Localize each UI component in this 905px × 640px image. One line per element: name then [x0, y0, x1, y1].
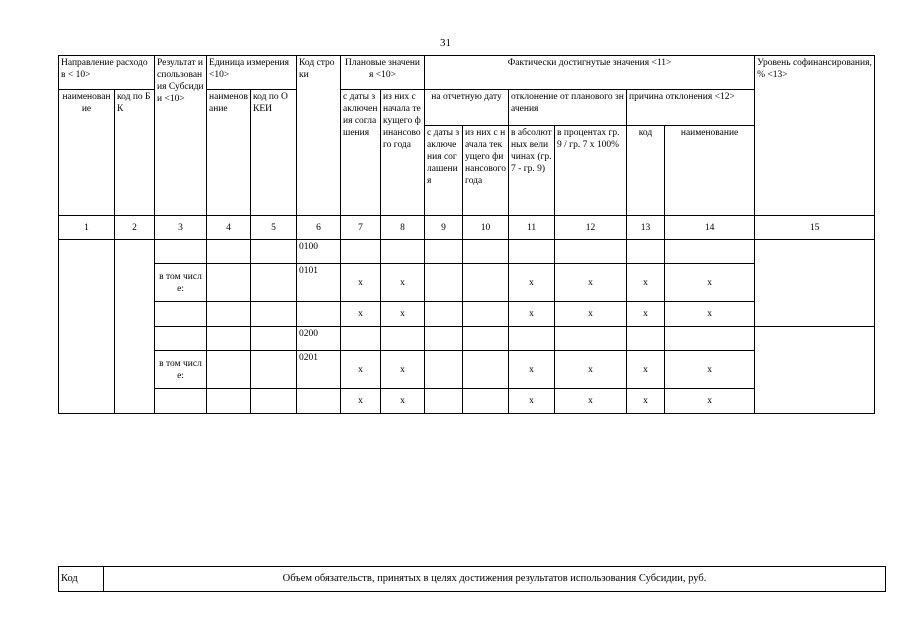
empty-cell [463, 264, 509, 302]
empty-cell [425, 240, 463, 264]
row-code: 0100 [297, 240, 341, 264]
empty-cell [381, 327, 425, 351]
header-plan: Плановые значения <10> [341, 56, 425, 90]
header-fact-report-date: на отчетную дату [425, 90, 509, 126]
page-number: 31 [440, 37, 451, 49]
header-fact-deviation: отклонение от планового значения [509, 90, 627, 126]
column-number: 1 [59, 216, 115, 240]
footer-code-label: Код [59, 567, 104, 592]
cofinancing-cell [755, 327, 875, 414]
column-number: 11 [509, 216, 555, 240]
x-mark: x [627, 302, 665, 327]
x-mark: x [341, 351, 381, 389]
header-unit-name: наименование [207, 90, 251, 216]
x-mark: x [381, 351, 425, 389]
x-mark: x [509, 302, 555, 327]
x-mark: x [627, 264, 665, 302]
x-mark: x [665, 264, 755, 302]
x-mark: x [509, 389, 555, 414]
header-fact-absolute: в абсолютных величинах (гр. 7 - гр. 9) [509, 126, 555, 216]
header-direction: Направление расходов < 10> [59, 56, 155, 90]
empty-cell [251, 351, 297, 389]
empty-cell [155, 389, 207, 414]
empty-cell [463, 302, 509, 327]
row-code: 0101 [297, 264, 341, 302]
x-mark: x [555, 302, 627, 327]
column-number: 3 [155, 216, 207, 240]
direction-name-cell [59, 240, 115, 414]
unit-name-cell [207, 240, 251, 264]
empty-cell [425, 389, 463, 414]
column-number: 9 [425, 216, 463, 240]
cofinancing-cell [755, 240, 875, 327]
x-mark: x [341, 264, 381, 302]
header-cofinancing: Уровень софинансирования, % <13> [755, 56, 875, 216]
x-mark: x [665, 389, 755, 414]
header-plan-from-date: с даты заключения соглашения [341, 90, 381, 216]
header-result: Результат использования Субсидии <10> [155, 56, 207, 216]
empty-cell [627, 240, 665, 264]
header-unit: Единица измерения <10> [207, 56, 297, 90]
empty-cell [207, 302, 251, 327]
row-code: 0201 [297, 351, 341, 389]
x-mark: x [665, 351, 755, 389]
kbk-cell [115, 240, 155, 414]
header-code: Код строки [297, 56, 341, 216]
empty-cell [509, 327, 555, 351]
empty-cell [297, 389, 341, 414]
empty-cell [251, 389, 297, 414]
row-code: 0200 [297, 327, 341, 351]
empty-cell [463, 389, 509, 414]
empty-cell [251, 264, 297, 302]
header-plan-from-year: из них с начала текущего финансового года [381, 90, 425, 216]
empty-cell [555, 327, 627, 351]
header-fact-reason: причина отклонения <12> [627, 90, 755, 126]
empty-cell [207, 264, 251, 302]
result-cell [155, 240, 207, 264]
column-number: 5 [251, 216, 297, 240]
x-mark: x [509, 264, 555, 302]
x-mark: x [509, 351, 555, 389]
including-label: в том числе: [155, 351, 207, 389]
column-number: 14 [665, 216, 755, 240]
header-okei: код по ОКЕИ [251, 90, 297, 216]
empty-cell [555, 240, 627, 264]
column-number: 2 [115, 216, 155, 240]
header-reason-name: наименование [665, 126, 755, 216]
empty-cell [425, 351, 463, 389]
results-table [58, 55, 875, 414]
column-number: 12 [555, 216, 627, 240]
header-fact: Фактически достигнутые значения <11> [425, 56, 755, 90]
empty-cell [155, 302, 207, 327]
header-direction-name: наименование [59, 90, 115, 216]
x-mark: x [381, 302, 425, 327]
empty-cell [425, 264, 463, 302]
header-fact-from-year: из них с начала текущего финансового года [463, 126, 509, 216]
result-cell [155, 327, 207, 351]
obligations-table [58, 566, 886, 592]
empty-cell [297, 302, 341, 327]
empty-cell [207, 389, 251, 414]
empty-cell [207, 351, 251, 389]
okei-cell [251, 240, 297, 264]
x-mark: x [341, 302, 381, 327]
empty-cell [627, 327, 665, 351]
column-number: 13 [627, 216, 665, 240]
x-mark: x [627, 351, 665, 389]
header-reason-code: код [627, 126, 665, 216]
column-number: 6 [297, 216, 341, 240]
empty-cell [665, 327, 755, 351]
x-mark: x [381, 264, 425, 302]
empty-cell [665, 240, 755, 264]
unit-name-cell [207, 327, 251, 351]
column-number: 8 [381, 216, 425, 240]
empty-cell [251, 302, 297, 327]
empty-cell [425, 302, 463, 327]
header-fact-from-date: с даты заключения соглашения [425, 126, 463, 216]
column-number: 10 [463, 216, 509, 240]
column-number: 4 [207, 216, 251, 240]
empty-cell [463, 327, 509, 351]
x-mark: x [555, 351, 627, 389]
empty-cell [425, 327, 463, 351]
empty-cell [381, 240, 425, 264]
empty-cell [463, 351, 509, 389]
empty-cell [509, 240, 555, 264]
x-mark: x [381, 389, 425, 414]
column-number: 7 [341, 216, 381, 240]
x-mark: x [555, 389, 627, 414]
footer-title: Объем обязательств, принятых в целях достижения результатов использования Субсидии, руб. [104, 567, 886, 592]
x-mark: x [627, 389, 665, 414]
including-label: в том числе: [155, 264, 207, 302]
empty-cell [463, 240, 509, 264]
header-fact-percent: в процентах гр. 9 / гр. 7 x 100% [555, 126, 627, 216]
x-mark: x [665, 302, 755, 327]
empty-cell [341, 327, 381, 351]
column-number: 15 [755, 216, 875, 240]
x-mark: x [341, 389, 381, 414]
okei-cell [251, 327, 297, 351]
header-kbk: код по БК [115, 90, 155, 216]
x-mark: x [555, 264, 627, 302]
empty-cell [341, 240, 381, 264]
